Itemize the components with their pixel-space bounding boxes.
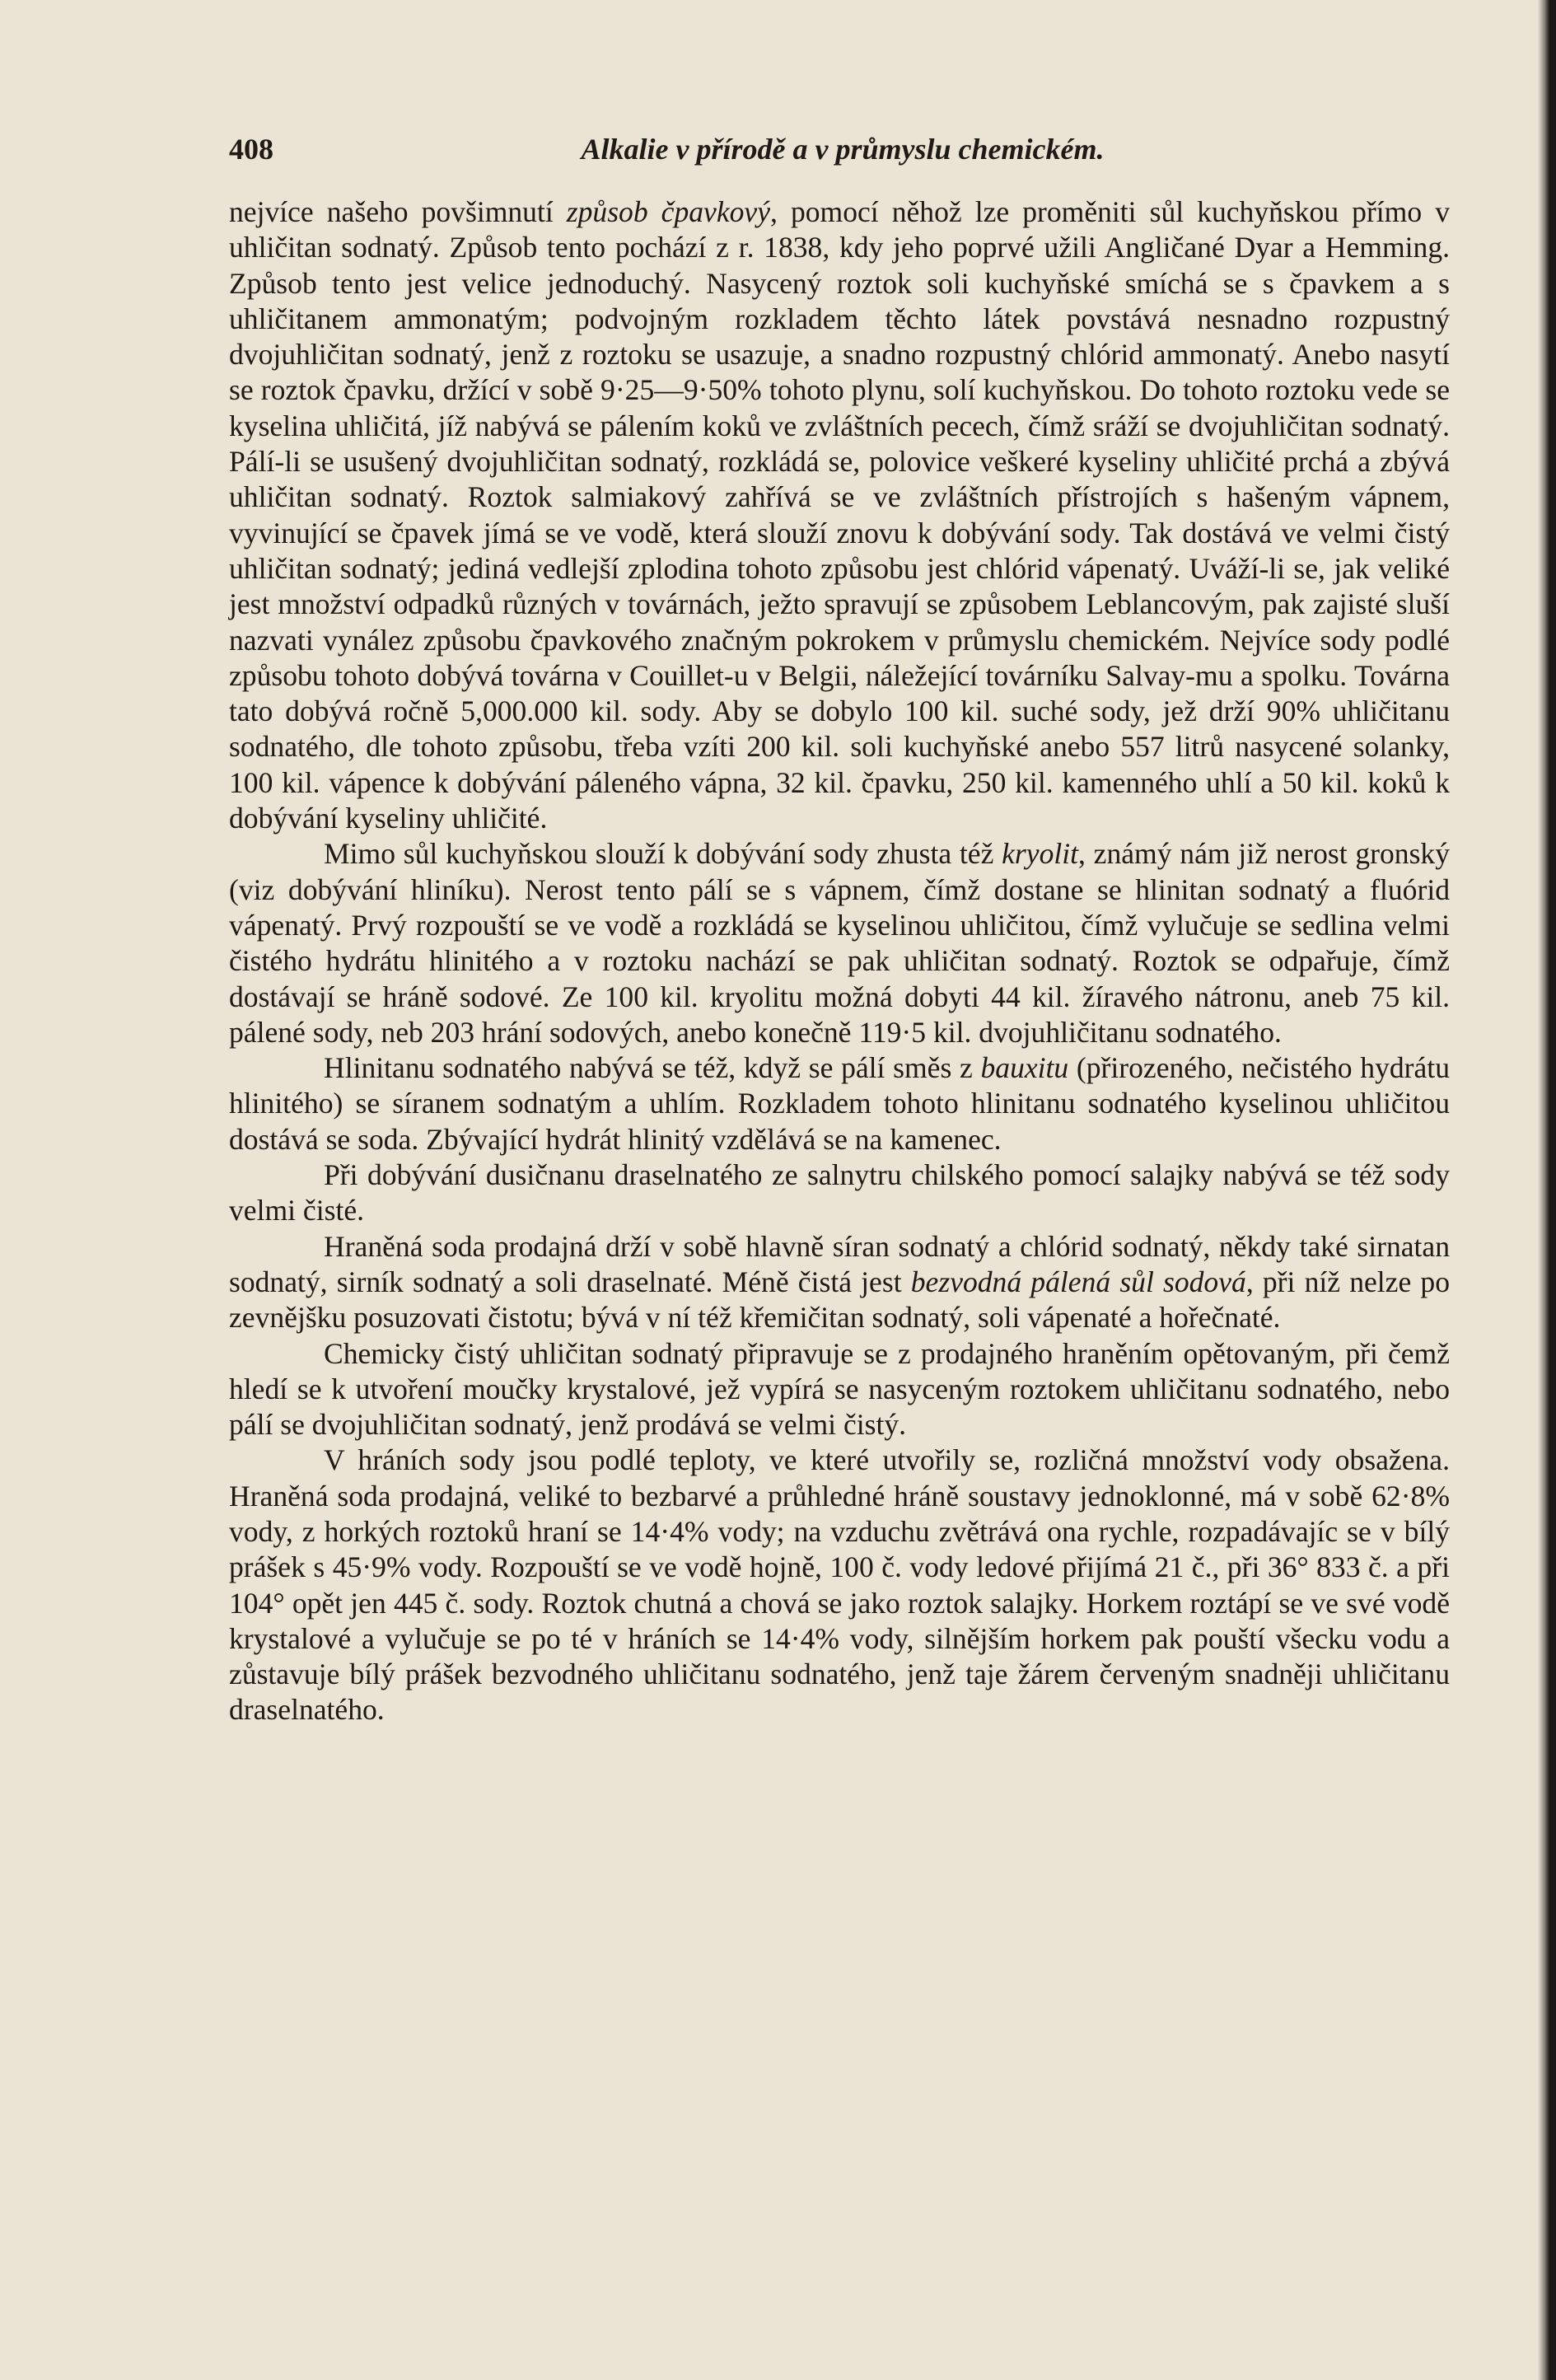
text-segment: , pomocí něhož lze proměniti sůl kuchyňskou přímo v uhličitan sodnatý. Způsob tento pochází z r. 1838, kdy jeho poprvé užili Angličané Dyar a Hemming. Způsob tento jest velice jednoduchý. Nasycený roztok soli kuchyňské smíchá se s čpavkem a s uhličitanem ammonatým; podvojným rozkladem těchto látek povstává nesnadno rozpustný dvojuhličitan sodnatý, jenž z roztoku se usazuje, a snadno rozpustný chlórid ammonatý. Anebo nasytí se roztok čpavku, držící v sobě 9·25—9·50% tohoto plynu, solí kuchyňskou. Do tohoto roztoku vede se kyselina uhličitá, jíž nabývá se pálením koků ve zvláštních pecech, čímž sráží se dvojuhličitan sodnatý. Pálí-li se usušený dvojuhličitan sodnatý, rozkládá se, polovice veškeré kyseliny uhličité prchá a zbývá uhličitan sodnatý. Roztok salmiakový zahřívá se ve zvláštních přístrojích s hašeným vápnem, vyvinující se čpavek jímá se ve vodě, která slouží znovu k dobývání sody. Tak dostává ve velmi čistý uhličitan sodnatý; jediná vedlejší zplodina tohoto způsobu jest chlórid vápenatý. Uváží-li se, jak veliké jest množství odpadků různých v továrnách, ježto spravují se způsobem Leblancovým, pak zajisté sluší nazvati vynález způsobu čpavkového značným pokrokem v průmyslu chemickém. Nejvíce sody podlé způsobu tohoto dobývá továrna v Couillet-u v Belgii, náležející továrníku Salvay-mu a spolku. Továrna tato dobývá ročně 5,000.000 kil. sody. Aby se dobylo 100 kil. suché sody, jež drží 90% uhličitanu sodnatého, dle tohoto způsobu, třeba vzíti 200 kil. soli kuchyňské anebo 557 litrů nasycené solanky, 100 kil. vápence k dobývání páleného vápna, 32 kil. čpavku, 250 kil. kamenného uhlí a 50 kil. koků k dobývání kyseliny uhličité.	[229, 195, 1450, 835]
emphasized-term: kryolit	[1002, 837, 1079, 871]
page-header	[229, 132, 1456, 181]
text-segment: Mimo sůl kuchyňskou slouží k dobývání sody zhusta též	[324, 837, 1002, 871]
text-segment: Hlinitanu sodnatého nabývá se též, když se pálí směs z	[324, 1051, 981, 1085]
paragraph-7	[229, 1442, 1450, 1728]
page-number: 408	[229, 133, 273, 166]
text-segment: (přirozeného, nečistého hydrátu hlinitého) se síranem sodnatým a uhlím. Rozkladem tohoto hlinitanu sodnatého kyselinou uhličitou dostává se soda. Zbývající hydrát hlinitý vzdělává se na kamenec.	[229, 1051, 1450, 1156]
text-segment: , známý nám již nerost gronský (viz dobývání hliníku). Nerost tento pálí se s vápnem, čímž dostane se hlinitan sodnatý a fluórid vápenatý. Prvý rozpouští se ve vodě a rozkládá se kyselinou uhličitou, čímž vylučuje se sedlina velmi čistého hydrátu hlinitého a v roztoku nachází se pak uhličitan sodnatý. Roztok se odpařuje, čímž dostávají se hráně sodové. Ze 100 kil. kryolitu možná dobyti 44 kil. žíravého nátronu, aneb 75 kil. pálené sody, neb 203 hrání sodových, anebo konečně 119·5 kil. dvojuhličitanu sodnatého.	[229, 837, 1450, 1049]
paragraph-2	[229, 836, 1450, 1050]
text-segment: V hráních sody jsou podlé teploty, ve které utvořily se, rozličná množství vody obsažena. Hraněná soda prodajná, veliké to bezbarvé a průhledné hráně soustavy jednoklonné, má v sobě 62·8% vody, z horkých roztoků hraní se 14·4% vody; na vzduchu zvětrává ona rychle, rozpadávajíc se v bílý prášek s 45·9% vody. Rozpouští se ve vodě hojně, 100 č. vody ledové přijímá 21 č., při 36° 833 č. a při 104° opět jen 445 č. sody. Roztok chutná a chová se jako roztok salajky. Horkem roztápí se ve své vodě krystalové a vylučuje se po té v hráních se 14·4% vody, silnějším horkem pak pouští všecku vodu a zůstavuje bílý prášek bezvodného uhličitanu sodnatého, jenž taje žárem červeným snadněji uhličitanu draselnatého.	[229, 1443, 1450, 1727]
text-segment: Chemicky čistý uhličitan sodnatý připravuje se z prodajného hraněním opětovaným, při čemž hledí se k utvoření moučky krystalové, jež vypírá se nasyceným roztokem uhličitanu sodnatého, nebo pálí se dvojuhličitan sodnatý, jenž prodává se velmi čistý.	[229, 1336, 1450, 1442]
paragraph-4	[229, 1157, 1450, 1229]
running-title: Alkalie v přírodě a v průmyslu chemickém.	[581, 133, 1105, 166]
emphasized-term: bezvodná pálená sůl sodová	[910, 1265, 1246, 1298]
paragraph-5	[229, 1229, 1450, 1336]
paragraph-6	[229, 1336, 1450, 1443]
emphasized-term: způsob čpavkový	[566, 195, 770, 228]
paragraph-1	[229, 194, 1450, 836]
emphasized-term: bauxitu	[980, 1051, 1069, 1085]
paragraph-3	[229, 1050, 1450, 1157]
text-segment: Při dobývání dusičnanu draselnatého ze salnytru chilského pomocí salajky nabývá se též sody velmi čisté.	[229, 1158, 1450, 1227]
binding-edge	[1549, 0, 1556, 2380]
text-segment: nejvíce našeho povšimnutí	[229, 195, 567, 228]
text-segment: Hraněná soda prodajná drží v sobě hlavně síran sodnatý a chlórid sodnatý, někdy také sirnatan sodnatý, sirník sodnatý a soli draselnaté. Méně čistá jest	[229, 1229, 1450, 1298]
body-text	[229, 194, 1450, 1728]
text-segment: , při níž nelze po zevnějšku posuzovati čistotu; bývá v ní též křemičitan sodnatý, soli vápenaté a hořečnaté.	[229, 1265, 1451, 1335]
